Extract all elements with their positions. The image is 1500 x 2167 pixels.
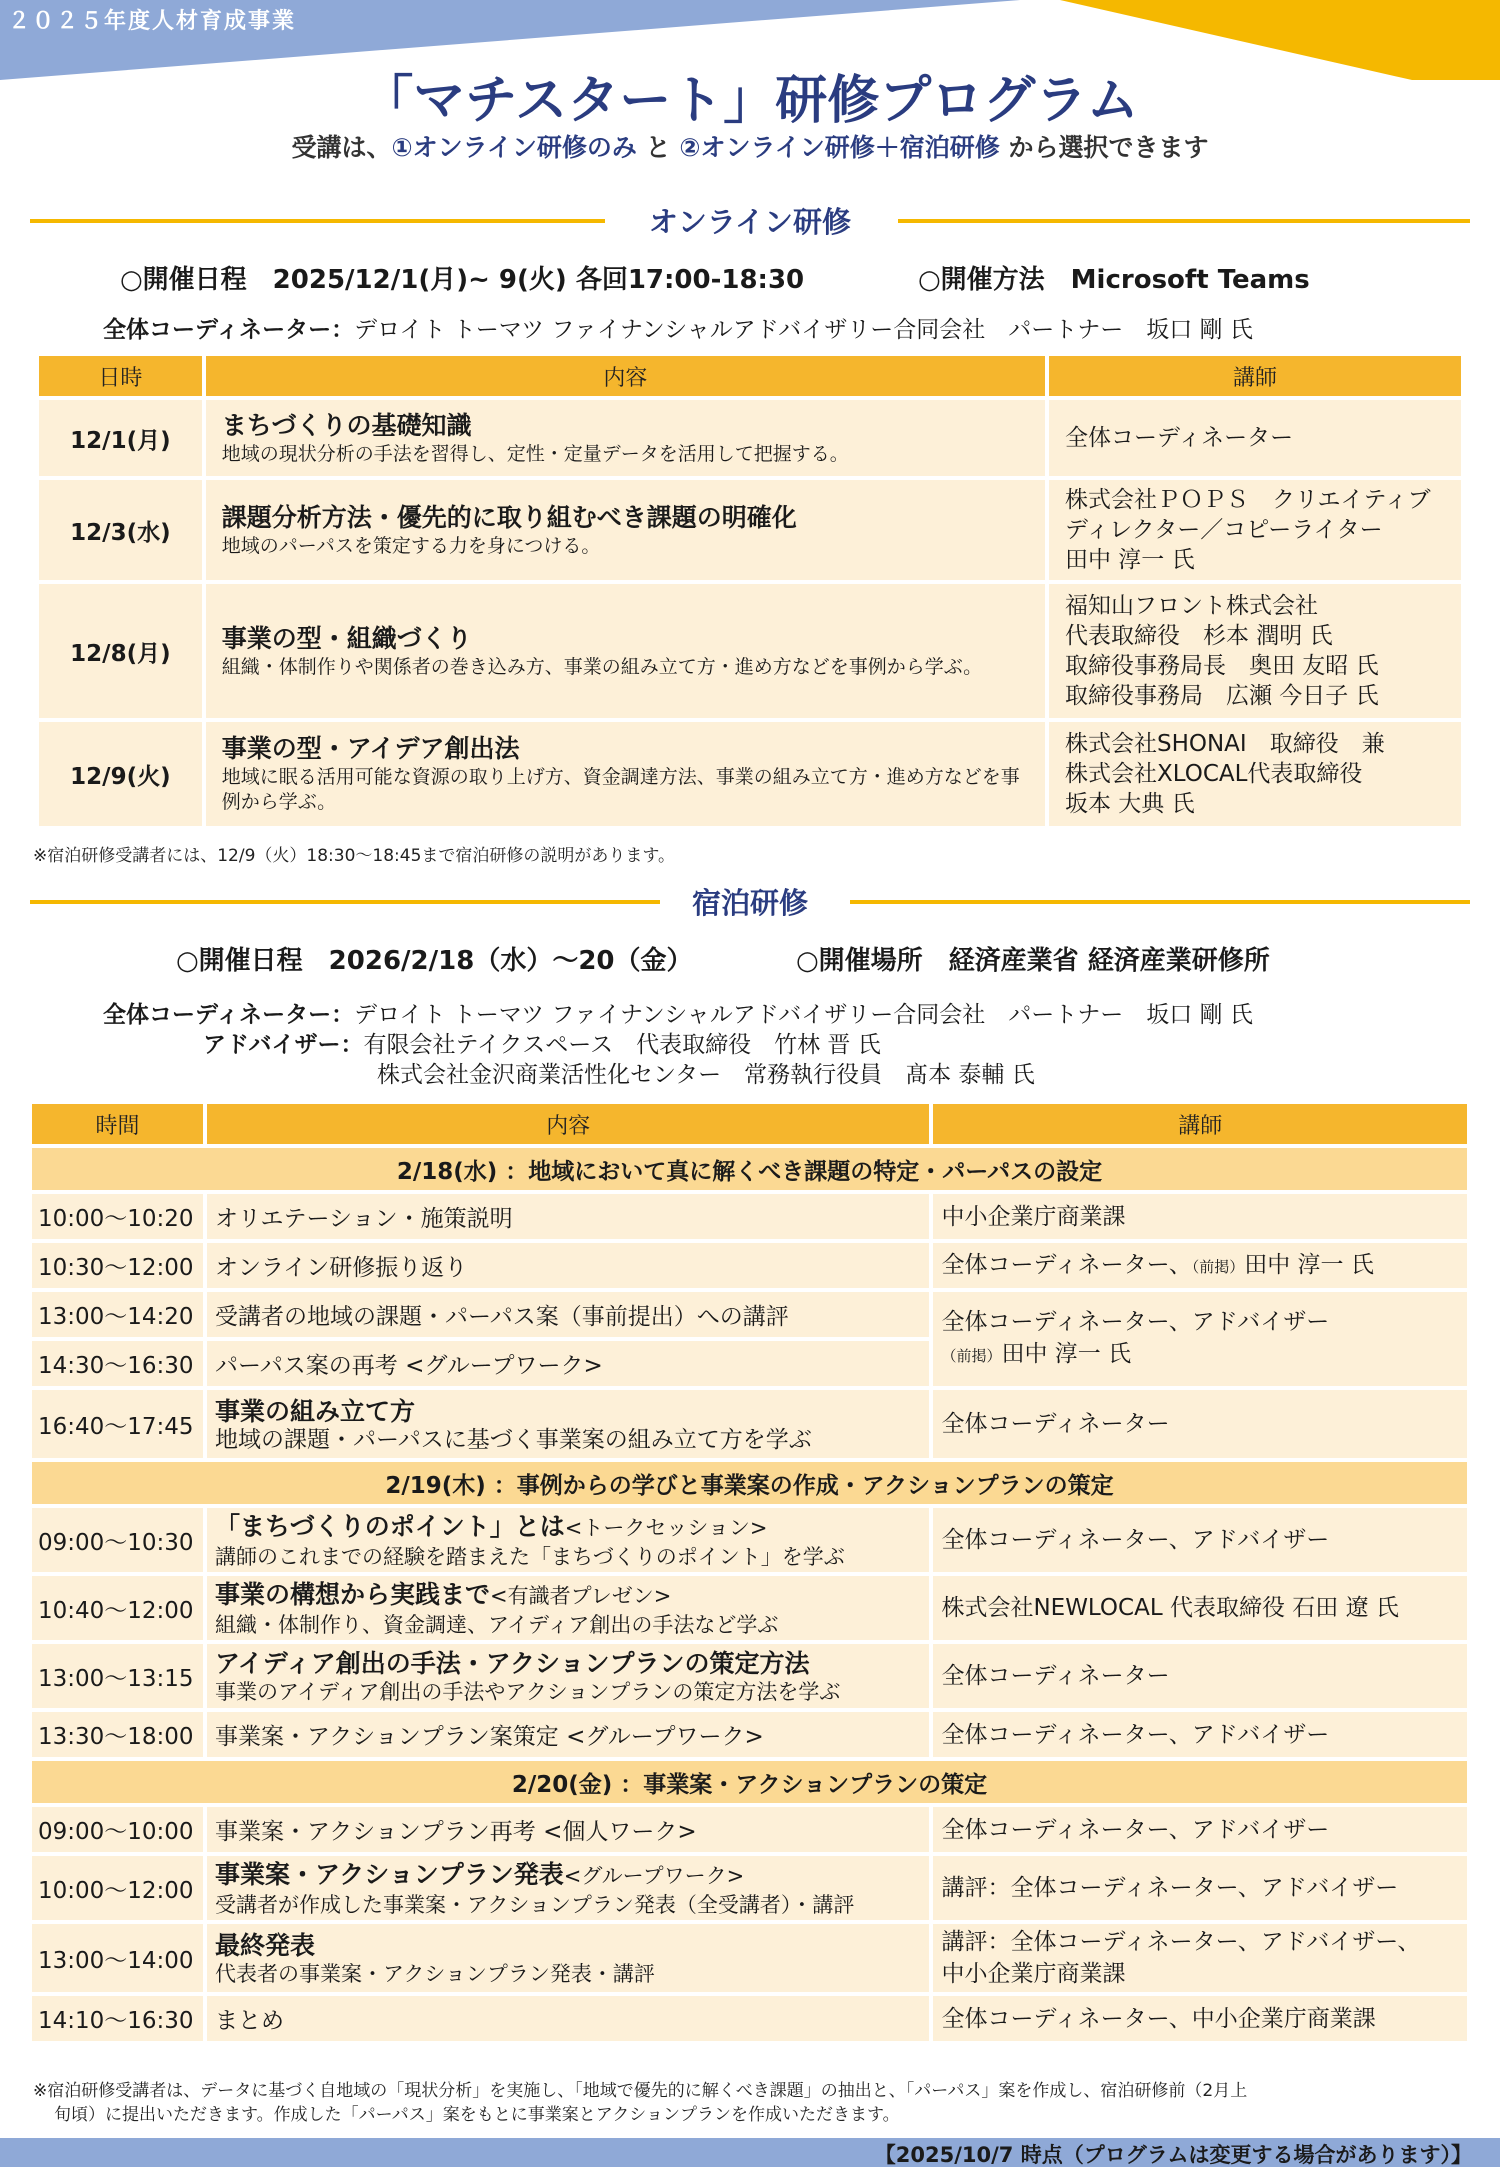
session-time: 09:00～10:00: [32, 1807, 203, 1852]
session-date: 12/1(月): [39, 400, 202, 476]
day-header: 2/18(水) ：地域において真に解くべき課題の特定・パーパスの設定: [32, 1148, 1467, 1190]
table-row: [32, 1924, 1467, 1992]
session-time: 13:30～18:00: [32, 1712, 203, 1757]
session-content: アイディア創出の手法・アクションプランの策定方法 事業のアイディア創出の手法やアクションプランの策定方法を学ぶ: [207, 1644, 930, 1708]
table-row: [32, 1856, 1467, 1920]
day-header: 2/19(木) ：事例からの学びと事業案の作成・アクションプランの策定: [32, 1462, 1467, 1504]
stay-schedule-table: [28, 1100, 1471, 2045]
session-instructor: 全体コーディネーター、アドバイザー: [933, 1712, 1467, 1757]
stay-note-line-1: ※宿泊研修受講者は、データに基づく自地域の「現状分析」を実施し、「地域で優先的に解くべき課題」の抽出と、「パーパス」案を作成し、宿泊研修前（2月上: [33, 2081, 1248, 2101]
day-header-row: [32, 1761, 1467, 1803]
table-header-row: [32, 1104, 1467, 1144]
session-content: オリエテーション・施策説明: [207, 1194, 930, 1239]
session-time: 10:00～12:00: [32, 1856, 203, 1920]
session-time: 13:00～14:00: [32, 1924, 203, 1992]
column-header: 時間: [32, 1104, 203, 1144]
session-time: 16:40～17:45: [32, 1390, 203, 1458]
session-date: 12/8(月): [39, 584, 202, 718]
stay-coordinator: 全体コーディネーター：デロイト トーマツ ファイナンシャルアドバイザリー合同会社 パートナー 坂口 剛 氏: [103, 1002, 1253, 1028]
session-content: 事業の構想から実践まで<有識者プレゼン> 組織・体制作り、資金調達、アイディア創出の手法など学ぶ: [207, 1576, 930, 1640]
stay-advisor-2: 株式会社金沢商業活性化センター 常務執行役員 髙本 泰輔 氏: [377, 1062, 1035, 1088]
page-title: 「マチスタート」研修プログラム: [361, 71, 1139, 131]
session-time: 13:00～13:15: [32, 1644, 203, 1708]
online-coordinator: 全体コーディネーター：デロイト トーマツ ファイナンシャルアドバイザリー合同会社 パートナー 坂口 剛 氏: [103, 317, 1253, 343]
session-content: 事業の組み立て方 地域の課題・パーパスに基づく事業案の組み立て方を学ぶ: [207, 1390, 930, 1458]
session-instructor: 全体コーディネーター、アドバイザー: [933, 1508, 1467, 1572]
session-time: 13:00～14:20: [32, 1292, 203, 1337]
table-row: [32, 1390, 1467, 1458]
session-content: 事業案・アクションプラン再考 <個人ワーク>: [207, 1807, 930, 1852]
table-row: [39, 400, 1461, 476]
stay-section-title: 宿泊研修: [691, 886, 808, 920]
stay-section-header: [30, 881, 1470, 921]
table-row: [32, 1996, 1467, 2041]
session-time: 10:00～10:20: [32, 1194, 203, 1239]
table-row: [32, 1508, 1467, 1572]
session-instructor: 全体コーディネーター、アドバイザー （前掲）田中 淳一 氏: [933, 1292, 1467, 1386]
session-content: 事業案・アクションプラン発表<グループワーク> 受講者が作成した事業案・アクションプラン発表（全受講者）・講評: [207, 1856, 930, 1920]
session-content: まちづくりの基礎知識 地域の現状分析の手法を習得し、定性・定量データを活用して把握する。: [206, 400, 1045, 476]
session-date: 12/3(水): [39, 480, 202, 580]
table-row: [32, 1807, 1467, 1852]
stay-advisor: アドバイザー：有限会社テイクスペース 代表取締役 竹林 晋 氏: [203, 1032, 881, 1058]
day-header-row: [32, 1462, 1467, 1504]
session-instructor: 全体コーディネーター、（前掲）田中 淳一 氏: [933, 1243, 1467, 1288]
table-row: [32, 1644, 1467, 1708]
session-content: 事業の型・組織づくり 組織・体制作りや関係者の巻き込み方、事業の組み立て方・進め方などを事例から学ぶ。: [206, 584, 1045, 718]
table-row: [32, 1243, 1467, 1288]
session-content: 最終発表 代表者の事業案・アクションプラン発表・講評: [207, 1924, 930, 1992]
session-time: 09:00～10:30: [32, 1508, 203, 1572]
session-instructor: 株式会社ＰＯＰＳ クリエイティブディレクター／コピーライター 田中 淳一 氏: [1049, 480, 1461, 580]
session-date: 12/9(火): [39, 722, 202, 826]
day-header: 2/20(金) ：事業案・アクションプランの策定: [32, 1761, 1467, 1803]
year-label: ２０２５年度人材育成事業: [8, 9, 297, 34]
column-header: 講師: [933, 1104, 1467, 1144]
session-instructor: 中小企業庁商業課: [933, 1194, 1467, 1239]
table-row: [39, 722, 1461, 826]
session-time: 10:40～12:00: [32, 1576, 203, 1640]
online-note: ※宿泊研修受講者には、12/9（火）18:30～18:45まで宿泊研修の説明があります。: [33, 846, 676, 866]
column-header: 講師: [1049, 356, 1461, 396]
session-time: 10:30～12:00: [32, 1243, 203, 1288]
table-row: [32, 1194, 1467, 1239]
session-instructor: 講評：全体コーディネーター、アドバイザー: [933, 1856, 1467, 1920]
stay-note-line-2: 旬頃）に提出いただきます。作成した「パーパス」案をもとに事業案とアクションプランを作成いただきます。: [54, 2105, 900, 2125]
stay-schedule: ○開催日程 2026/2/18（水）～20（金）: [176, 946, 693, 976]
session-content: オンライン研修振り返り: [207, 1243, 930, 1288]
session-instructor: 全体コーディネーター: [933, 1644, 1467, 1708]
session-content: 事業の型・アイデア創出法 地域に眠る活用可能な資源の取り上げ方、資金調達方法、事業の組み立て方・進め方などを事例から学ぶ。: [206, 722, 1045, 826]
table-row: [39, 584, 1461, 718]
table-row: [32, 1292, 1467, 1337]
table-row: [39, 480, 1461, 580]
table-row: [32, 1712, 1467, 1757]
session-instructor: 講評：全体コーディネーター、アドバイザー、 中小企業庁商業課: [933, 1924, 1467, 1992]
session-content: 課題分析方法・優先的に取り組むべき課題の明確化 地域のパーパスを策定する力を身につける。: [206, 480, 1045, 580]
session-content: 事業案・アクションプラン案策定 <グループワーク>: [207, 1712, 930, 1757]
stay-place: ○開催場所 経済産業省 経済産業研修所: [796, 946, 1270, 976]
footer-timestamp: 【2025/10/7 時点（プログラムは変更する場合があります）】: [874, 2143, 1472, 2167]
online-section-header: [30, 200, 1470, 240]
online-schedule-table: [35, 352, 1465, 830]
column-header: 日時: [39, 356, 202, 396]
session-instructor: 全体コーディネーター: [933, 1390, 1467, 1458]
session-time: 14:10～16:30: [32, 1996, 203, 2041]
subtitle: 受講は、①オンライン研修のみ と ②オンライン研修＋宿泊研修 から選択できます: [291, 133, 1209, 162]
table-row: [32, 1576, 1467, 1640]
session-instructor: 全体コーディネーター: [1049, 400, 1461, 476]
online-method: ○開催方法 Microsoft Teams: [918, 265, 1310, 295]
session-instructor: 株式会社NEWLOCAL 代表取締役 石田 遼 氏: [933, 1576, 1467, 1640]
day-header-row: [32, 1148, 1467, 1190]
session-content: 受講者の地域の課題・パーパス案（事前提出）への講評: [207, 1292, 930, 1337]
column-header: 内容: [206, 356, 1045, 396]
session-time: 14:30～16:30: [32, 1341, 203, 1386]
session-content: 「まちづくりのポイント」とは<トークセッション> 講師のこれまでの経験を踏まえた「まちづくりのポイント」を学ぶ: [207, 1508, 930, 1572]
column-header: 内容: [207, 1104, 930, 1144]
session-content: まとめ: [207, 1996, 930, 2041]
session-instructor: 株式会社SHONAI 取締役 兼 株式会社XLOCAL代表取締役 坂本 大典 氏: [1049, 722, 1461, 826]
online-section-title: オンライン研修: [648, 205, 852, 239]
table-header-row: [39, 356, 1461, 396]
session-content: パーパス案の再考 <グループワーク>: [207, 1341, 930, 1386]
online-schedule: ○開催日程 2025/12/1(月)~ 9(火) 各回17:00-18:30: [120, 265, 805, 295]
session-instructor: 全体コーディネーター、中小企業庁商業課: [933, 1996, 1467, 2041]
session-instructor: 福知山フロント株式会社 代表取締役 杉本 潤明 氏 取締役事務局長 奥田 友昭 氏 取締役事務局 広瀬 今日子 氏: [1049, 584, 1461, 718]
session-instructor: 全体コーディネーター、アドバイザー: [933, 1807, 1467, 1852]
